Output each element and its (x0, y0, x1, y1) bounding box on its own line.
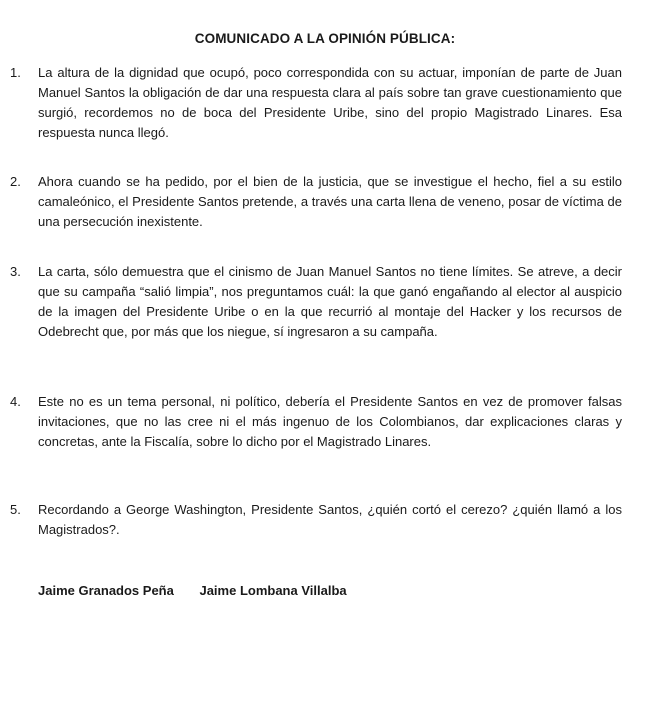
paragraph-number: 3. (10, 264, 21, 279)
signature-name: Jaime Granados Peña (38, 583, 174, 598)
paragraph-number: 4. (10, 394, 21, 409)
paragraph-number: 5. (10, 502, 21, 517)
numbered-paragraph-1 (10, 63, 622, 143)
signature-block (38, 583, 347, 598)
paragraph-text: Este no es un tema personal, ni político, debería el Presidente Santos en vez de promover falsas invitaciones, que no las cree ni el más ingenuo de los Colombianos, dar explicaciones claras y concretas, ante la Fiscalía, sobre lo dicho por el Magistrado Linares. (38, 394, 622, 449)
numbered-paragraph-4 (10, 392, 622, 452)
paragraph-text: Recordando a George Washington, Presidente Santos, ¿quién cortó el cerezo? ¿quién llamó a los Magistrados?. (38, 502, 622, 537)
numbered-paragraph-3 (10, 262, 622, 342)
paragraph-number: 2. (10, 174, 21, 189)
signature-name: Jaime Lombana Villalba (199, 583, 347, 598)
document-title: COMUNICADO A LA OPINIÓN PÚBLICA: (194, 31, 456, 46)
paragraph-number: 1. (10, 65, 21, 80)
numbered-paragraph-5 (10, 500, 622, 540)
paragraph-text: La altura de la dignidad que ocupó, poco correspondida con su actuar, imponían de parte de Juan Manuel Santos la obligación de dar una respuesta clara al país sobre tan grave cuestionamiento que surgió, recordemos no de boca del Presidente Uribe, sino del propio Magistrado Linares. Esa respuesta nunca llegó. (38, 65, 622, 140)
paragraph-text: La carta, sólo demuestra que el cinismo de Juan Manuel Santos no tiene límites. Se atreve, a decir que su campaña “salió limpia”, nos preguntamos cuál: la que ganó engañando al elector al auspicio de la imagen del Presidente Uribe o en la que recurrió al montaje del Hacker y los recursos de Odebrecht que, por más que los niegue, sí ingresaron a su campaña. (38, 264, 622, 339)
paragraph-text: Ahora cuando se ha pedido, por el bien de la justicia, que se investigue el hecho, fiel a su estilo camaleónico, el Presidente Santos pretende, a través una carta llena de veneno, posar de víctima de una persecución inexistente. (38, 174, 622, 229)
numbered-paragraph-2 (10, 172, 622, 232)
